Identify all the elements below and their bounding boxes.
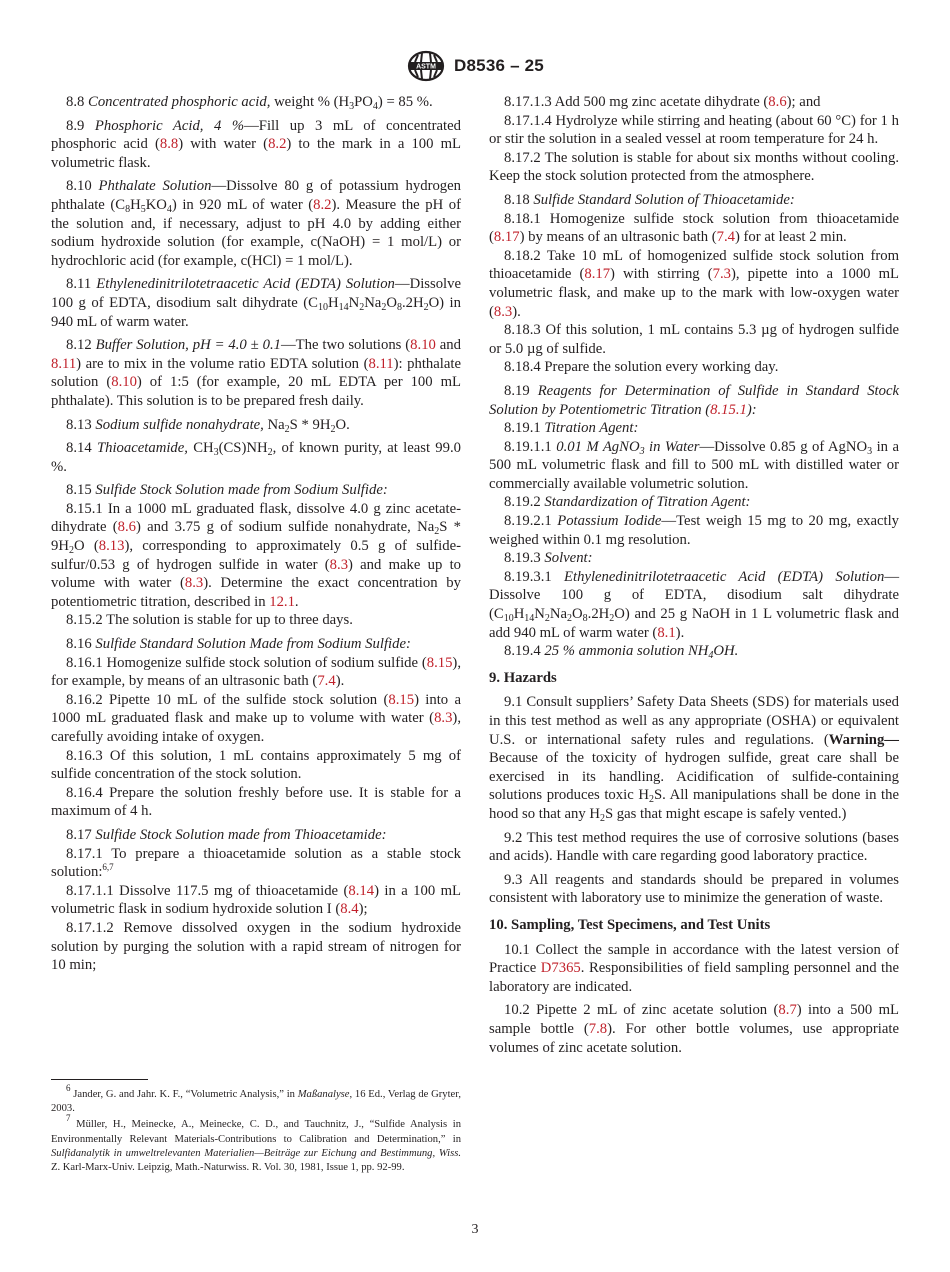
section-8-19-1: 8.19.1 Titration Agent: xyxy=(504,420,639,437)
section-8-19-3-1: 8.19.3.1 Ethylenedinitrilotetraacetic Acid (EDTA) Solution—Dissolve 100 g of EDTA, disodium salt dihydrate $(C_{10}H_{14}N_2Na_2O_8.2H_2O)$ and 25 g NaOH in 1 L volumetric flask and add 940 mL of warm water (8.1). xyxy=(489,568,899,641)
ref-link[interactable]: 8.2 xyxy=(313,196,332,213)
section-8-19-3: 8.19.3 Solvent: xyxy=(504,550,593,567)
section-8-13: 8.13 Sodium sulfide nonahydrate, $Na_2S * 9H_2O$. xyxy=(66,416,350,435)
ref-link[interactable]: 8.8 xyxy=(159,136,179,153)
right-column xyxy=(489,93,899,1062)
section-8-14: 8.14 Thioacetamide, $CH_3(CS)NH_2$, of known purity, at least 99.0 %. xyxy=(51,440,462,475)
section-8-17-1-3: 8.17.1.3 Add 500 mg zinc acetate dihydrate (8.6); and xyxy=(504,94,821,110)
section-8-17-1: 8.17.1 To prepare a thioacetamide solution as a stable stock solution:$^{6,7}$ xyxy=(51,845,461,881)
section-8-19: 8.19 Reagents for Determination of Sulfide in Standard Stock Solution by Potentiometric Titration (8.15.1): xyxy=(489,382,900,418)
section-8-11: 8.11 Ethylenedinitrilotetraacetic Acid (EDTA) Solution—Dissolve 100 g of EDTA, disodium salt dihydrate $(C_{10}H_{14}N_2Na_2O_8.2H_2O)$ in 940 mL of warm water. xyxy=(51,276,461,330)
ref-link[interactable]: 8.11 xyxy=(51,355,77,372)
ref-link[interactable]: D7365 xyxy=(540,960,581,977)
section-8-18: 8.18 Sulfide Standard Solution of Thioacetamide: xyxy=(504,191,795,208)
section-8-8: 8.8 Concentrated phosphoric acid, weight % $(H_3PO_4) = 85$ %. xyxy=(66,94,433,112)
page-number: 3 xyxy=(471,1222,479,1237)
section-8-17-1-4: 8.17.1.4 Hydrolyze while stirring and heating (about 60 °C) for 1 h or stir the solution in a sealed vessel at room temperature for 24 h. xyxy=(489,112,899,148)
svg-text:ASTM: ASTM xyxy=(416,63,436,71)
section-8-18-2: 8.18.2 Take 10 mL of homogenized sulfide stock solution from thioacetamide (8.17) with stirring (7.3), pipette into a 1000 mL volumetric flask, and make up to the mark with low-oxygen water (8.3). xyxy=(489,247,899,320)
section-8-9: 8.9 Phosphoric Acid, 4 %—Fill up 3 mL of concentrated phosphoric acid (8.8) with water (8.2) to the mark in a 100 mL volumetric flask. xyxy=(51,117,462,171)
ref-link[interactable]: 8.6 xyxy=(768,94,787,110)
section-8-17-1-1: 8.17.1.1 Dissolve 117.5 mg of thioacetamide (8.14) in a 100 mL volumetric flask in sodium hydroxide solution I (8.4); xyxy=(51,882,461,918)
ref-link[interactable]: 8.17 xyxy=(493,229,520,246)
section-10-2: 10.2 Pipette 2 mL of zinc acetate solution (8.7) into a 500 mL sample bottle (7.8). For other bottle volumes, use appropriate volumes of zinc acetate solution. xyxy=(489,1002,899,1056)
ref-link[interactable]: 8.3 xyxy=(184,575,204,592)
section-8-18-3: 8.18.3 Of this solution, 1 mL contains 5.3 µg of hydrogen sulfide or 5.0 µg of sulfide. xyxy=(489,322,899,357)
section-8-19-2-1: 8.19.2.1 Potassium Iodide—Test weigh 15 mg to 20 mg, exactly weighed within 0.1 mg resolution. xyxy=(489,513,899,548)
ref-link[interactable]: 8.7 xyxy=(778,1002,797,1019)
section-8-15-2: 8.15.2 The solution is stable for up to three days. xyxy=(66,612,353,629)
section-8-12: 8.12 Buffer Solution, pH = 4.0 ± 0.1—The two solutions (8.10 and 8.11) are to mix in the volume ratio EDTA solution (8.11): phthalate solution (8.10) of 1:5 (for example, 20 mL EDTA per 100 mL phthalate). This solution is to be prepared fresh daily. xyxy=(51,337,461,409)
ref-link[interactable]: 8.17 xyxy=(584,266,611,283)
section-8-19-2: 8.19.2 Standardization of Titration Agent: xyxy=(504,494,751,511)
footnote-7: $^7$ Müller, H., Meinecke, A., Meinecke, C. D., and Tauchnitz, J., “Sulfide Analysis in Environmentally Relevant Materials-Contributions to Calibration and Determination,” in Sulfidanalytik in umweltrelevanten Materialien—Beiträge zur Eichung and Bestimmung, Wiss. Z. Karl-Marx-Univ. Leipzig, Math.-Naturwiss. R. Vol. 30, 1981, Issue 1, pp. 92-99. xyxy=(51,1113,461,1174)
ref-link[interactable]: 8.15.1 xyxy=(710,401,747,418)
ref-link[interactable]: 8.14 xyxy=(348,882,375,899)
designation: D8536 – 25 xyxy=(454,56,544,75)
section-heading-9: 9. Hazards xyxy=(489,669,557,686)
section-8-17-1-2: 8.17.1.2 Remove dissolved oxygen in the sodium hydroxide solution by purging the solution with a rapid stream of nitrogen for 10 min; xyxy=(51,919,461,974)
ref-link[interactable]: 8.1 xyxy=(657,624,676,641)
ref-link[interactable]: 8.10 xyxy=(111,374,137,391)
section-9-2: 9.2 This test method requires the use of corrosive solutions (bases and acids). Handle with care regarding good laboratory practice. xyxy=(489,829,899,865)
section-8-17-2: 8.17.2 The solution is stable for about six months without cooling. Keep the stock solution protected from the atmosphere. xyxy=(489,149,899,185)
footnote-divider xyxy=(51,1079,148,1080)
ref-link[interactable]: 8.13 xyxy=(98,538,125,555)
section-10-1: 10.1 Collect the sample in accordance with the latest version of Practice D7365. Responsibilities of field sampling personnel and the laboratory are indicated. xyxy=(489,941,899,995)
section-8-17: 8.17 Sulfide Stock Solution made from Thioacetamide: xyxy=(66,826,387,843)
ref-link[interactable]: 8.3 xyxy=(329,556,349,573)
section-8-18-4: 8.18.4 Prepare the solution every working day. xyxy=(504,359,779,376)
ref-link[interactable]: 7.3 xyxy=(712,266,731,283)
ref-link[interactable]: 7.4 xyxy=(317,673,336,690)
section-8-18-1: 8.18.1 Homogenize sulfide stock solution from thioacetamide (8.17) by means of an ultrasonic bath (7.4) for at least 2 min. xyxy=(489,210,899,246)
section-heading-10: 10. Sampling, Test Specimens, and Test Units xyxy=(489,916,771,933)
section-9-1: 9.1 Consult suppliers’ Safety Data Sheets (SDS) for materials used in this test method as well as any appropriate (OSHA) or equivalent U.S. or international safety rules and regulations. (Warning—Because of the toxicity of hydrogen sulfide, great care shall be exercised in its handling. Acidification of sulfide-containing solutions produces toxic $H_2S$. All manipulations shall be done in the hood so that any $H_2S$ gas that might escape is safely vented.) xyxy=(489,694,899,824)
section-8-16-4: 8.16.4 Prepare the solution freshly before use. It is stable for a maximum of 4 h. xyxy=(51,784,461,820)
section-8-19-4: 8.19.4 25 % ammonia solution $NH_4OH$. xyxy=(504,643,739,662)
ref-link[interactable]: 8.3 xyxy=(434,710,453,727)
ref-link[interactable]: 8.3 xyxy=(493,303,513,320)
ref-link[interactable]: 8.2 xyxy=(268,136,287,153)
footnotes xyxy=(51,1079,461,1177)
section-8-16: 8.16 Sulfide Standard Solution Made from Sodium Sulfide: xyxy=(66,636,411,653)
ref-link[interactable]: 8.11 xyxy=(368,355,394,372)
ref-link[interactable]: 7.4 xyxy=(716,229,735,246)
ref-link[interactable]: 8.6 xyxy=(117,519,136,536)
footnote-marker[interactable]: 6,7 xyxy=(102,862,114,873)
section-8-16-2: 8.16.2 Pipette 10 mL of the sulfide stock solution (8.15) into a 1000 mL graduated flask and make up to volume with water (8.3), carefully avoiding intake of oxygen. xyxy=(51,691,461,745)
section-8-10: 8.10 Phthalate Solution—Dissolve 80 g of potassium hydrogen phthalate $(C_8H_5KO_4)$ in 920 mL of water (8.2). Measure the pH of the solution and, if necessary, adjust to pH 4.0 by adding either sodium hydroxide solution (for example, c(NaOH) = 1 mol/L) or hydrochloric acid (for example, c(HCl) = 1 mol/L). xyxy=(51,178,462,269)
section-8-15-1: 8.15.1 In a 1000 mL graduated flask, dissolve 4.0 g zinc acetate-dihydrate (8.6) and 3.75 g of sodium sulfide nonahydrate, $Na_2S * 9H_2O$ (8.13), corresponding to approximately 0.5 g of sulfide-sulfur/0.53 g of hydrogen sulfide in water (8.3) and make up to volume with water (8.3). Determine the exact concentration by potentiometric titration, described in 12.1. xyxy=(51,500,462,610)
ref-link[interactable]: 8.15 xyxy=(388,691,415,708)
section-8-16-3: 8.16.3 Of this solution, 1 mL contains approximately 5 mg of sulfide concentration of the stock solution. xyxy=(51,747,461,783)
section-8-19-1-1: 8.19.1.1 0.01 M AgNO$_3$ in Water—Dissolve 0.85 g of AgNO$_3$ in a 500 mL volumetric flask and fill to 500 mL with distilled water or commercially available volumetric solution. xyxy=(489,438,899,492)
ref-link[interactable]: 8.15 xyxy=(426,654,453,671)
page-header xyxy=(0,50,950,86)
ref-link[interactable]: 8.4 xyxy=(340,901,359,918)
section-8-15: 8.15 Sulfide Stock Solution made from Sodium Sulfide: xyxy=(66,482,388,499)
ref-link[interactable]: 8.10 xyxy=(410,337,436,354)
left-column xyxy=(51,93,461,975)
ref-link[interactable]: 7.8 xyxy=(588,1020,608,1037)
ref-link[interactable]: 12.1 xyxy=(269,593,295,610)
footnote-6: $^6$ Jander, G. and Jahr. K. F., “Volumetric Analysis,” in Maßanalyse, 16 Ed., Verlag de Gryter, 2003. xyxy=(51,1083,461,1115)
section-8-16-1: 8.16.1 Homogenize sulfide stock solution of sodium sulfide (8.15), for example, by means of an ultrasonic bath (7.4). xyxy=(51,654,461,690)
section-9-3: 9.3 All reagents and standards should be prepared in volumes consistent with laboratory use to minimize the generation of waste. xyxy=(489,871,899,907)
astm-logo-icon xyxy=(406,50,446,82)
